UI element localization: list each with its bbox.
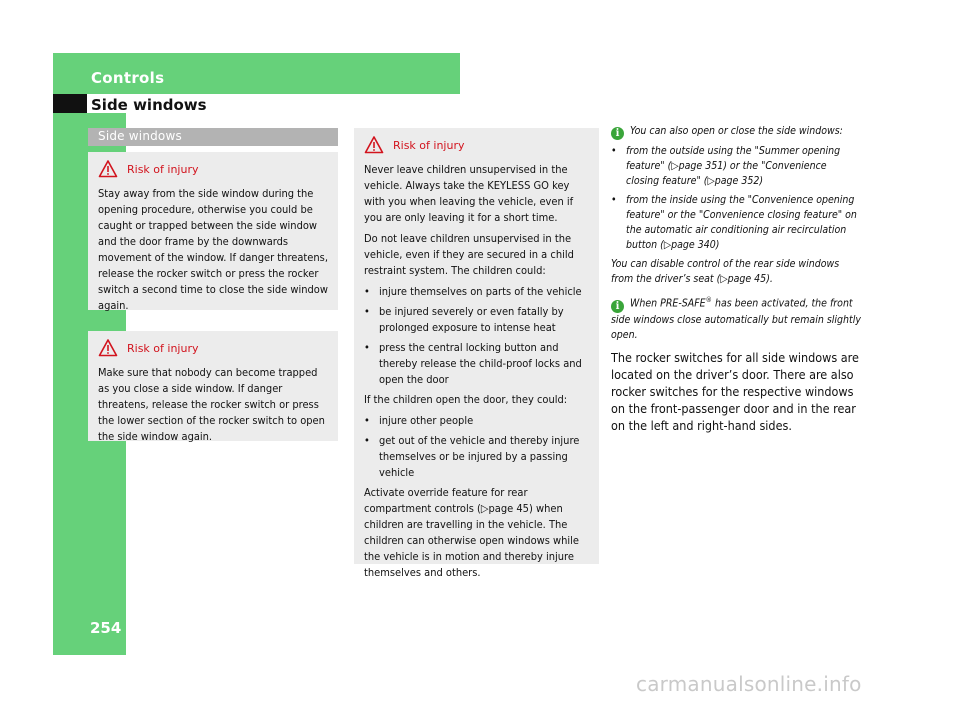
info-note-1: i You can also open or close the side windows: xyxy=(611,124,861,140)
watermark: carmanualsonline.info xyxy=(636,672,862,696)
list-item: • injure other people xyxy=(364,414,474,427)
page-reference[interactable]: page 45 xyxy=(488,502,529,515)
warning-triangle-icon xyxy=(364,135,384,155)
warning-paragraph: Do not leave children unsupervised in the vehicle, even if they are secured in a child restraint system. The children could: xyxy=(364,232,574,277)
warning-paragraph: Never leave children unsupervised in the vehicle. Always take the KEYLESS GO key with you when leaving the vehicle, even if you are only leaving it for a short time. xyxy=(364,163,574,224)
page-reference-arrow: ▷ xyxy=(707,175,715,187)
header-marker xyxy=(53,94,87,113)
info-column xyxy=(611,124,861,434)
warning-title: Risk of injury xyxy=(127,341,199,355)
warning-triangle-icon xyxy=(98,159,118,179)
page-reference[interactable]: page 352 xyxy=(714,175,760,187)
header-title: Controls xyxy=(91,69,165,87)
info-icon: i xyxy=(611,300,624,313)
page-reference-arrow: ▷ xyxy=(663,239,672,251)
warning-paragraph: If the children open the door, they could: xyxy=(364,393,568,406)
info-note-2: i When PRE-SAFE® has been activated, the front side windows close automatically but remain slightly open. xyxy=(611,296,861,341)
warning-text: Make sure that nobody can become trapped as you close a side window. If danger threatens, release the rocker switch or press the lower section of the rocker switch to open the side window again. xyxy=(98,366,325,443)
page-reference[interactable]: page 340 xyxy=(671,239,716,251)
warning-title: Risk of injury xyxy=(393,138,465,152)
section-heading-bar xyxy=(88,128,338,146)
warning-box-3 xyxy=(354,128,599,579)
warning-box-2 xyxy=(88,331,338,441)
page-reference[interactable]: page 351 xyxy=(678,160,724,172)
list-item: • be injured severely or even fatally by prolonged exposure to intense heat xyxy=(364,305,564,334)
info-icon: i xyxy=(611,127,624,140)
page-reference-arrow: ▷ xyxy=(480,502,489,515)
page-reference-arrow: ▷ xyxy=(671,160,679,172)
list-item: • from the outside using the "Summer opening feature" (▷page 351) or the "Convenience closing feature" (▷page 352) xyxy=(611,145,841,187)
list-item: • get out of the vehicle and thereby injure themselves or be injured by a passing vehicle xyxy=(364,434,580,479)
main-paragraph: The rocker switches for all side windows are located on the driver’s door. There are also rocker switches for the respective windows on the front-passenger door and in the rear on the left and right-hand sides. xyxy=(611,349,859,433)
page-number: 254 xyxy=(90,619,122,637)
warning-title: Risk of injury xyxy=(127,162,199,176)
list-item: • from the inside using the "Convenience opening feature" or the "Convenience closing feature" on the automatic air conditioning air recirculation button (▷page 340) xyxy=(611,194,857,251)
warning-text: Stay away from the side window during the opening procedure, otherwise you could be caught or trapped between the side window and the door frame by the downwards movement of the window. If danger threatens, release the rocker switch or press the rocker switch a second time to close the side window again. xyxy=(98,187,328,312)
warning-box-1 xyxy=(88,152,338,310)
section-heading: Side windows xyxy=(98,129,182,143)
info-paragraph: You can disable control of the rear side windows from the driver’s seat (▷page 45). xyxy=(611,258,840,285)
page-reference-arrow: ▷ xyxy=(720,273,728,285)
header-subtitle: Side windows xyxy=(91,96,207,114)
list-item: • injure themselves on parts of the vehicle xyxy=(364,285,582,298)
warning-paragraph: Activate override feature for rear compartment controls (▷page 45) when children are travelling in the vehicle. The children can otherwise open windows while the vehicle is in motion and thereby injure themselves and others. xyxy=(364,486,579,579)
list-item: • press the central locking button and thereby release the child-proof locks and open the door xyxy=(364,341,582,386)
warning-triangle-icon xyxy=(98,338,118,358)
page-reference[interactable]: page 45 xyxy=(727,273,767,285)
